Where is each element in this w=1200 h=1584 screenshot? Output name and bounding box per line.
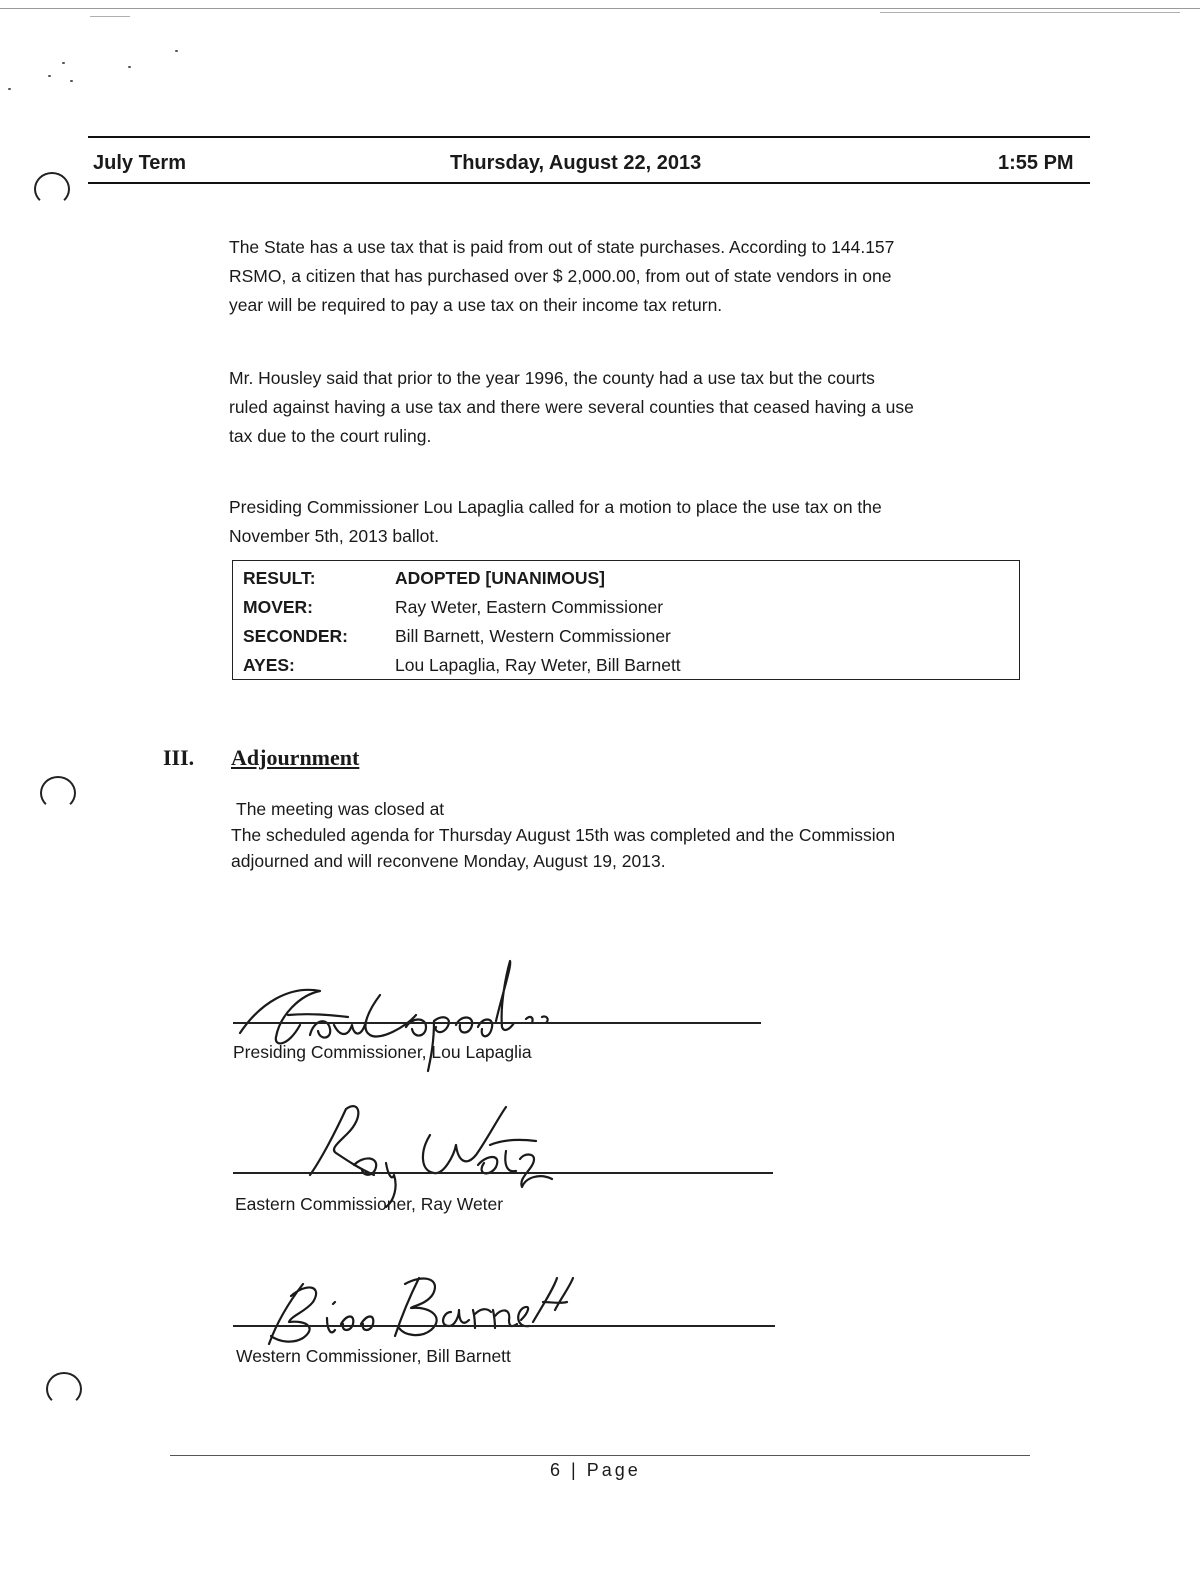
signature-caption: Western Commissioner, Bill Barnett [236, 1346, 511, 1366]
page-number: 6 | Page [550, 1460, 641, 1480]
vote-label: MOVER: [243, 597, 313, 617]
scan-speck [128, 66, 131, 68]
text-line: The meeting was closed at [236, 799, 445, 819]
text-line: year will be required to pay a use tax on their income tax return. [229, 295, 723, 315]
text-line: Mr. Housley said that prior to the year 1996, the county had a use tax but the courts [229, 368, 875, 388]
scan-mark [90, 16, 130, 17]
vote-value: Lou Lapaglia, Ray Weter, Bill Barnett [395, 655, 681, 675]
signature-caption: Eastern Commissioner, Ray Weter [235, 1194, 504, 1214]
scan-speck [70, 80, 73, 82]
binder-hole [34, 172, 70, 206]
scan-speck [8, 88, 11, 90]
signature-caption: Presiding Commissioner, Lou Lapaglia [233, 1042, 532, 1062]
vote-value: Bill Barnett, Western Commissioner [395, 626, 671, 646]
signature-bill-barnett [255, 1268, 595, 1353]
adjournment-text [231, 796, 1031, 874]
signature-line [233, 1325, 775, 1327]
motion-paragraph [229, 493, 1029, 551]
vote-value: Ray Weter, Eastern Commissioner [395, 597, 664, 617]
scan-mark [880, 12, 1180, 13]
vote-label: RESULT: [243, 568, 316, 588]
text-line: adjourned and will reconvene Monday, August 19, 2013. [231, 851, 666, 871]
scan-speck [48, 75, 51, 77]
header-top-rule [88, 136, 1090, 138]
section-title: Adjournment [231, 745, 360, 770]
text-line: tax due to the court ruling. [229, 426, 432, 446]
vote-label: AYES: [243, 655, 295, 675]
vote-label: SECONDER: [243, 626, 349, 646]
header-bottom-rule [88, 182, 1090, 184]
scan-edge-line [0, 8, 1200, 9]
binder-hole [46, 1372, 82, 1406]
header-date: Thursday, August 22, 2013 [450, 152, 702, 174]
section-number: III. [163, 745, 195, 770]
text-line: The State has a use tax that is paid from out of state purchases. According to 144.157 [229, 237, 895, 257]
signature-line [233, 1172, 773, 1174]
text-line: Presiding Commissioner Lou Lapaglia called for a motion to place the use tax on the [229, 497, 882, 517]
footer-rule [170, 1455, 1030, 1456]
use-tax-paragraph [229, 233, 1029, 320]
vote-value: ADOPTED [UNANIMOUS] [395, 568, 605, 588]
text-line: The scheduled agenda for Thursday August 15th was completed and the Commission [231, 825, 896, 845]
header-time: 1:55 PM [998, 152, 1074, 174]
text-line: RSMO, a citizen that has purchased over $ 2,000.00, from out of state vendors in one [229, 266, 892, 286]
header-term: July Term [93, 152, 186, 174]
text-line: November 5th, 2013 ballot. [229, 526, 440, 546]
binder-hole [40, 776, 76, 810]
vote-result-table [232, 560, 1020, 680]
signature-line [233, 1022, 761, 1024]
scan-speck [175, 50, 178, 52]
housley-paragraph [229, 364, 1029, 451]
text-line: ruled against having a use tax and there were several counties that ceased having a use [229, 397, 914, 417]
scan-speck [62, 62, 65, 64]
